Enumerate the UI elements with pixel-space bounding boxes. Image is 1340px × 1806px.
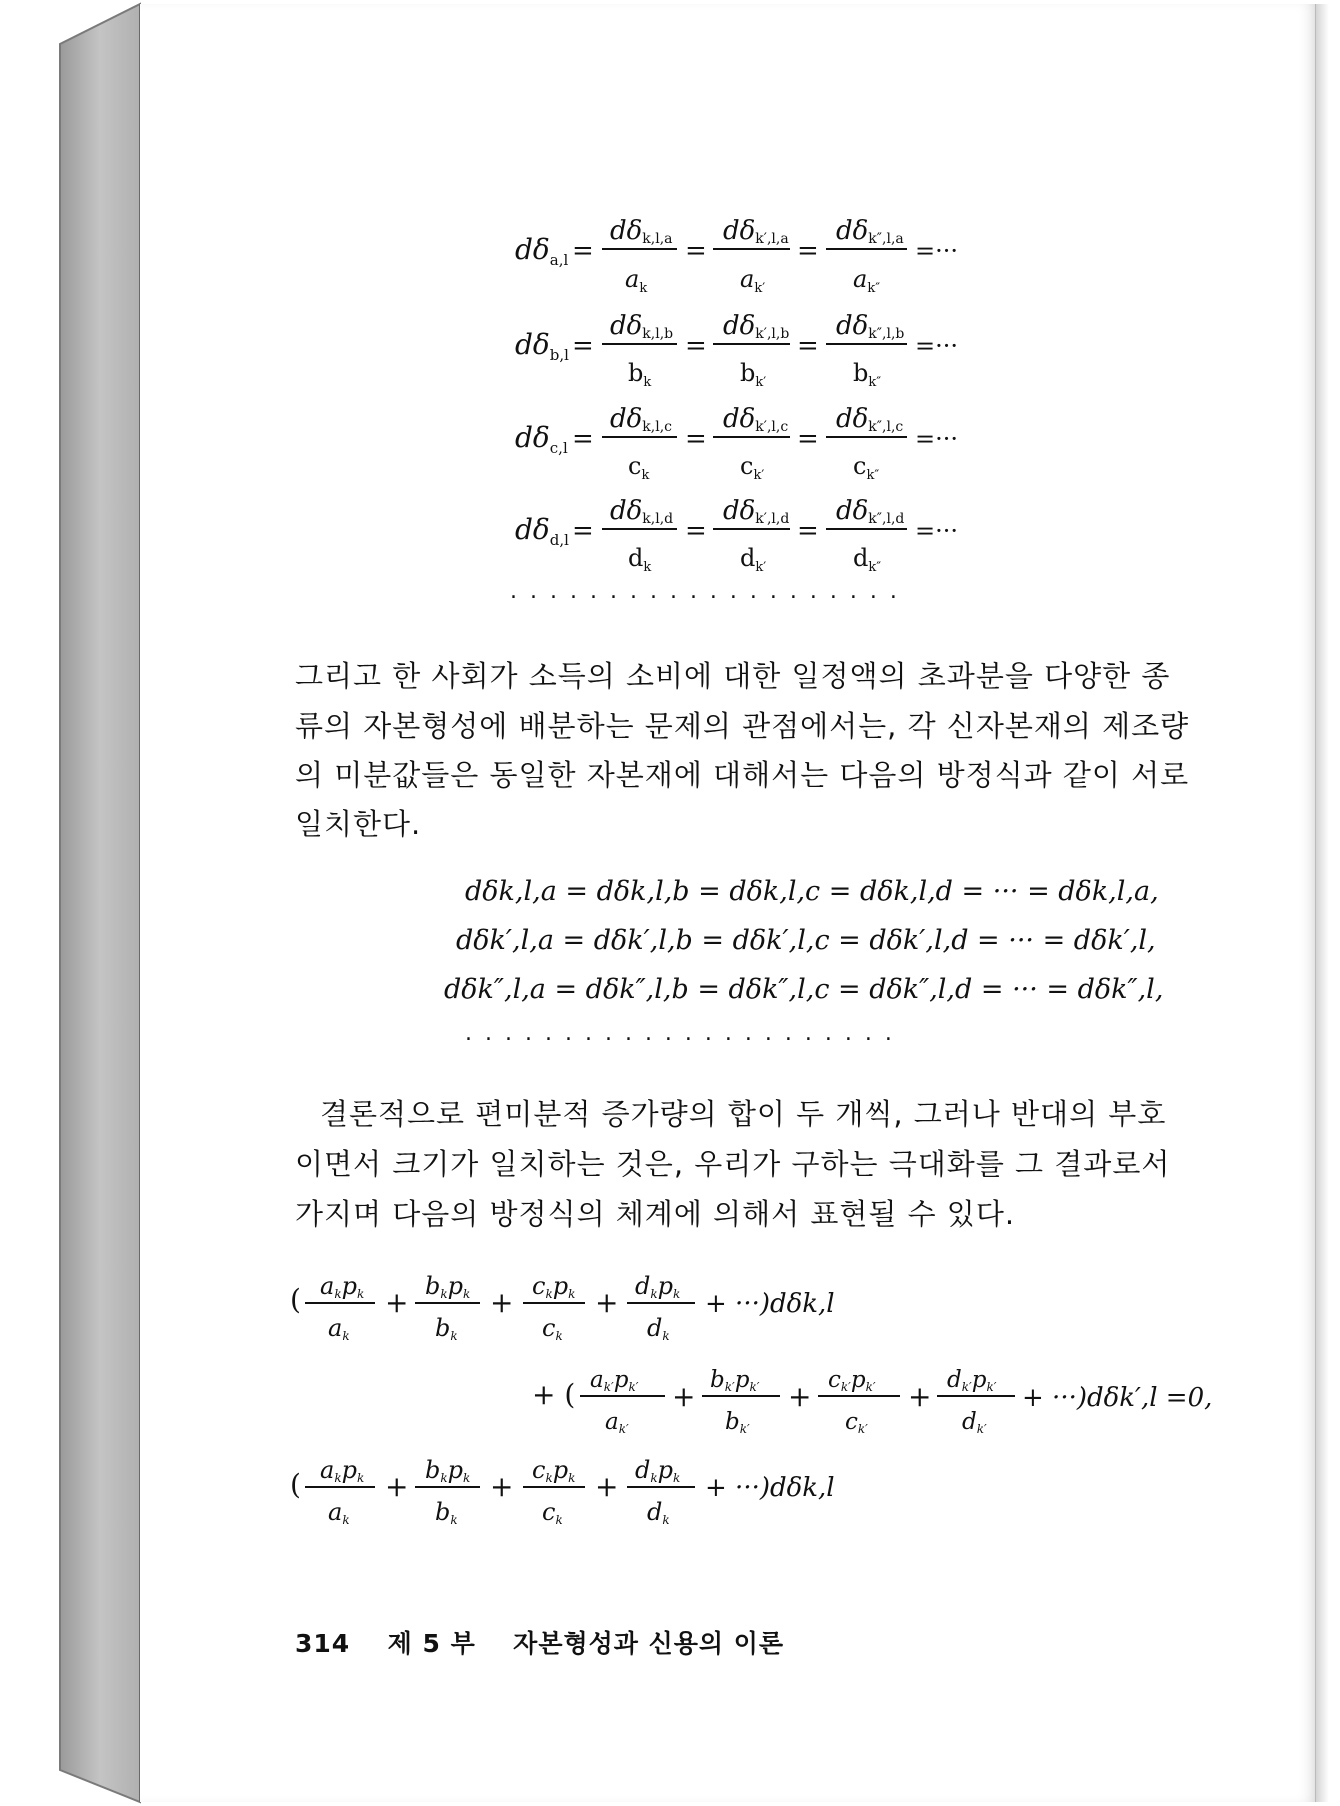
- svg-text:ck′pk′: ck′pk′: [828, 1367, 876, 1394]
- svg-text:dδk,l,b: dδk,l,b: [610, 311, 674, 342]
- svg-text:dk: dk: [647, 1498, 670, 1527]
- svg-text:bkpk: bkpk: [425, 1272, 471, 1301]
- svg-text:+: +: [490, 1470, 514, 1503]
- svg-text:bk′: $b_{k'}$: [740, 359, 767, 390]
- svg-text:ck: $c_k$: [628, 452, 650, 483]
- svg-text:dδa,l: $d\delta_{a,l}$: [515, 233, 569, 269]
- section-title: 자본형성과 신용의 이론: [513, 1629, 785, 1658]
- svg-text:+ ···)dδk′,l =0,: + ···)dδk′,l =0,: [1022, 1383, 1213, 1413]
- equation-3-line-3: [290, 1456, 835, 1527]
- svg-text:ck′: ck′: [845, 1409, 868, 1436]
- svg-text:=: =: [685, 236, 707, 266]
- svg-text:ck′: $c_{k'}$: [740, 452, 765, 483]
- svg-text:dkpk: dkpk: [635, 1456, 681, 1485]
- svg-text:akpk: akpk: [320, 1272, 365, 1301]
- svg-text:=: =: [572, 331, 594, 361]
- svg-text:=: =: [572, 236, 594, 266]
- svg-text:akpk: akpk: [320, 1456, 365, 1485]
- svg-text:dk′pk′: dk′pk′: [947, 1367, 997, 1394]
- svg-text:dk′: dk′: [962, 1409, 987, 1436]
- paragraph-line: 류의 자본형성에 배분하는 문제의 관점에서는, 각 신자본재의 제조량: [295, 709, 1190, 743]
- svg-text:dδk,l,d: dδk,l,d: [610, 496, 674, 527]
- svg-text:dδk,l,a: dδk,l,a: [610, 216, 673, 247]
- svg-text:=: =: [797, 424, 819, 454]
- svg-text:dk: dk: [647, 1314, 670, 1343]
- svg-text:dδk,l,c: dδk,l,c: [610, 404, 672, 435]
- svg-text:bk″: $b_{k''}$: [853, 359, 882, 390]
- page-edge-shadow: [1315, 4, 1329, 1802]
- svg-text:(: (: [290, 1468, 301, 1501]
- svg-text:+ (: + (: [532, 1378, 576, 1411]
- equation-system-2-row: dδk″,l,a = dδk″,l,b = dδk″,l,c = dδk″,l,d = ··· = dδk″,l,: [444, 974, 1164, 1005]
- equation-system-3: [140, 4, 1315, 1802]
- equation-3-line-2: [532, 1367, 1212, 1436]
- svg-text:ak: ak: [328, 1314, 350, 1343]
- paragraph-line: 결론적으로 편미분적 증가량의 합이 두 개씩, 그러나 반대의 부호: [320, 1097, 1167, 1131]
- svg-text:dδb,l: $d\delta_{b,l}$: [515, 328, 569, 364]
- svg-text:dδk′,l,b: dδk′,l,b: [723, 311, 790, 342]
- svg-text:dδk′,l,c: dδk′,l,c: [723, 404, 789, 435]
- svg-text:=: =: [797, 331, 819, 361]
- svg-text:=: =: [797, 236, 819, 266]
- svg-text:+: +: [385, 1286, 409, 1319]
- paragraph-line: 일치한다.: [295, 807, 422, 841]
- svg-text:dδd,l: $d\delta_{d,l}$: [515, 513, 569, 549]
- svg-text:+: +: [490, 1286, 514, 1319]
- equation-system-2-row: dδk,l,a = dδk,l,b = dδk,l,c = dδk,l,d = ··· = dδk,l,a,: [465, 876, 1159, 907]
- svg-text:=···: =···: [915, 332, 958, 360]
- svg-text:ak: $a_k$: [625, 265, 648, 296]
- svg-text:dkpk: dkpk: [635, 1272, 681, 1301]
- svg-text:dk: $d_k$: [628, 544, 652, 575]
- svg-text:bk: bk: [435, 1498, 458, 1527]
- page-number: 314: [295, 1629, 351, 1658]
- svg-text:bkpk: bkpk: [425, 1456, 471, 1485]
- svg-text:+: +: [908, 1380, 932, 1413]
- equation-3-line-1: [290, 1272, 835, 1343]
- svg-text:dδk″,l,c: dδk″,l,c: [836, 404, 904, 435]
- svg-text:+: +: [595, 1470, 619, 1503]
- equation-system-2-continuation-dots: ......................: [465, 1021, 905, 1046]
- svg-text:dδk′,l,a: dδk′,l,a: [723, 216, 789, 247]
- paragraph-line: 의 미분값들은 동일한 자본재에 대해서는 다음의 방정식과 같이 서로: [295, 758, 1190, 792]
- svg-text:=···: =···: [915, 517, 958, 545]
- paragraph-line: 그리고 한 사회가 소득의 소비에 대한 일정액의 초과분을 다양한 종: [295, 659, 1171, 693]
- page-footer: [295, 1624, 784, 1660]
- svg-text:=···: =···: [915, 425, 958, 453]
- svg-text:bk: $b_k$: [628, 359, 652, 390]
- svg-text:ck: ck: [542, 1314, 563, 1343]
- svg-text:dδk″,l,a: dδk″,l,a: [836, 216, 904, 247]
- svg-text:dδk″,l,d: dδk″,l,d: [836, 496, 905, 527]
- svg-text:bk′pk′: bk′pk′: [710, 1367, 760, 1394]
- svg-text:bk′: bk′: [725, 1409, 750, 1436]
- equation-system-2-row: dδk′,l,a = dδk′,l,b = dδk′,l,c = dδk′,l,d = ··· = dδk′,l,: [456, 925, 1156, 956]
- svg-text:ak: ak: [328, 1498, 350, 1527]
- svg-text:=···: =···: [915, 237, 958, 265]
- svg-text:dk″: $d_{k''}$: [853, 544, 882, 575]
- svg-text:ak′: $a_{k'}$: [740, 265, 766, 296]
- svg-text:dk′: $d_{k'}$: [740, 544, 767, 575]
- paragraph-line: 이면서 크기가 일치하는 것은, 우리가 구하는 극대화를 그 결과로서: [295, 1147, 1171, 1181]
- svg-text:(: (: [290, 1283, 301, 1316]
- svg-text:ck″: $c_{k''}$: [853, 452, 880, 483]
- book-page: [140, 4, 1316, 1802]
- svg-text:dδk″,l,b: dδk″,l,b: [836, 311, 905, 342]
- svg-text:ckpk: ckpk: [532, 1456, 576, 1485]
- svg-text:=: =: [685, 516, 707, 546]
- svg-text:+: +: [788, 1380, 812, 1413]
- svg-text:ckpk: ckpk: [532, 1272, 576, 1301]
- svg-text:+ ···)dδk,l: + ···)dδk,l: [705, 1473, 835, 1503]
- svg-text:ak′pk′: ak′pk′: [590, 1367, 639, 1394]
- svg-text:=: =: [797, 516, 819, 546]
- svg-text:bk: bk: [435, 1314, 458, 1343]
- svg-text:+: +: [672, 1380, 696, 1413]
- svg-text:=: =: [572, 424, 594, 454]
- svg-text:=: =: [572, 516, 594, 546]
- svg-text:ck: ck: [542, 1498, 563, 1527]
- svg-text:+ ···)dδk,l: + ···)dδk,l: [705, 1289, 835, 1319]
- part-label: 제 5 부: [387, 1629, 476, 1658]
- equation-system-1-continuation-dots: ....................: [510, 579, 910, 604]
- paragraph-line: 가지며 다음의 방정식의 체계에 의해서 표현될 수 있다.: [295, 1197, 1016, 1231]
- svg-text:ak″: $a_{k''}$: [853, 265, 881, 296]
- svg-text:=: =: [685, 424, 707, 454]
- svg-text:ak′: ak′: [605, 1409, 629, 1436]
- svg-text:dδk′,l,d: dδk′,l,d: [723, 496, 790, 527]
- svg-text:+: +: [385, 1470, 409, 1503]
- svg-text:+: +: [595, 1286, 619, 1319]
- svg-text:=: =: [685, 331, 707, 361]
- svg-text:dδc,l: $d\delta_{c,l}$: [515, 421, 568, 457]
